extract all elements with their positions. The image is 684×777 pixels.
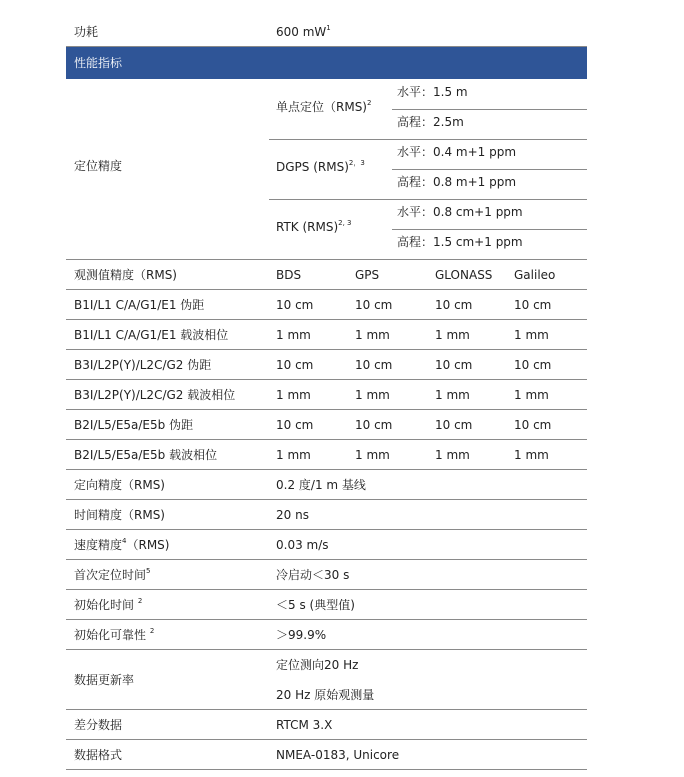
glonass-value: 1 mm — [435, 388, 470, 402]
heading-accuracy-label: 定向精度（RMS) — [74, 478, 165, 492]
column-galileo: Galileo — [514, 268, 556, 282]
table-row — [66, 320, 587, 350]
velocity-accuracy-label: 速度精度$^4$（RMS) — [74, 537, 170, 552]
divider — [392, 109, 587, 110]
data-format-value: NMEA-0183, Unicore — [276, 748, 400, 762]
column-glonass: GLONASS — [435, 268, 493, 282]
single-point-horizontal: 水平：1.5 m — [397, 85, 468, 99]
rtk-label: RTK (RMS)$^{2, 3}$ — [276, 219, 352, 234]
table-row — [66, 440, 587, 470]
galileo-value: 1 mm — [514, 448, 549, 462]
update-rate-value-2: 20 Hz 原始观测量 — [276, 688, 375, 702]
gps-value: 10 cm — [355, 298, 393, 312]
power-row — [66, 17, 587, 47]
ttff-label: 首次定位时间$^5$ — [74, 567, 151, 582]
bds-value: 1 mm — [276, 448, 311, 462]
row-label: B3I/L2P(Y)/L2C/G2 载波相位 — [74, 388, 236, 402]
table-row — [66, 410, 587, 440]
spec-row — [66, 500, 587, 530]
table-row — [66, 290, 587, 320]
init-time-label: 初始化时间 $^2$ — [74, 597, 143, 612]
gps-value: 1 mm — [355, 328, 390, 342]
table-row — [66, 380, 587, 410]
time-accuracy-value: 20 ns — [276, 508, 309, 522]
init-reliability-value: ＞99.9% — [276, 628, 327, 642]
obs-accuracy-header — [66, 260, 587, 290]
galileo-value: 10 cm — [514, 298, 552, 312]
table-row — [66, 350, 587, 380]
spec-row — [66, 560, 587, 590]
glonass-value: 10 cm — [435, 358, 473, 372]
data-format-label: 数据格式 — [74, 748, 123, 762]
galileo-value: 1 mm — [514, 328, 549, 342]
bds-value: 10 cm — [276, 418, 314, 432]
row-label: B2I/L5/E5a/E5b 载波相位 — [74, 448, 218, 462]
spec-row — [66, 740, 587, 770]
rtk-horizontal: 水平：0.8 cm+1 ppm — [397, 205, 523, 219]
glonass-value: 1 mm — [435, 328, 470, 342]
row-label: B1I/L1 C/A/G1/E1 载波相位 — [74, 328, 229, 342]
row-label: B3I/L2P(Y)/L2C/G2 伪距 — [74, 358, 212, 372]
gps-value: 1 mm — [355, 448, 390, 462]
rtk-vertical: 高程：1.5 cm+1 ppm — [397, 235, 523, 249]
galileo-value: 10 cm — [514, 418, 552, 432]
gps-value: 10 cm — [355, 358, 393, 372]
row-label: B1I/L1 C/A/G1/E1 伪距 — [74, 298, 205, 312]
row-label: B2I/L5/E5a/E5b 伪距 — [74, 418, 194, 432]
glonass-value: 1 mm — [435, 448, 470, 462]
divider — [392, 229, 587, 230]
velocity-accuracy-value: 0.03 m/s — [276, 538, 329, 552]
bds-value: 1 mm — [276, 388, 311, 402]
diff-data-label: 差分数据 — [74, 718, 123, 732]
dgps-vertical: 高程：0.8 m+1 ppm — [397, 175, 517, 189]
column-bds: BDS — [276, 268, 302, 282]
heading-accuracy-value: 0.2 度/1 m 基线 — [276, 478, 366, 492]
power-label: 功耗 — [74, 25, 99, 39]
galileo-value: 10 cm — [514, 358, 552, 372]
gps-value: 1 mm — [355, 388, 390, 402]
single-point-label: 单点定位（RMS)$^2$ — [276, 99, 372, 114]
spec-row — [66, 710, 587, 740]
init-reliability-label: 初始化可靠性 $^2$ — [74, 627, 155, 642]
divider — [269, 139, 587, 140]
obs-accuracy-label: 观测值精度（RMS) — [74, 268, 177, 282]
bds-value: 10 cm — [276, 298, 314, 312]
divider — [392, 169, 587, 170]
gps-value: 10 cm — [355, 418, 393, 432]
galileo-value: 1 mm — [514, 388, 549, 402]
column-gps: GPS — [355, 268, 380, 282]
section-header — [66, 47, 587, 79]
update-rate-value-1: 定位测向20 Hz — [276, 658, 359, 672]
power-value: 600 $mW^1$ — [276, 24, 331, 39]
time-accuracy-label: 时间精度（RMS) — [74, 508, 165, 522]
bds-value: 1 mm — [276, 328, 311, 342]
divider — [269, 199, 587, 200]
dgps-horizontal: 水平：0.4 m+1 ppm — [397, 145, 517, 159]
single-point-vertical: 高程：2.5m — [397, 115, 464, 129]
spec-row — [66, 470, 587, 500]
glonass-value: 10 cm — [435, 418, 473, 432]
spec-row — [66, 620, 587, 650]
glonass-value: 10 cm — [435, 298, 473, 312]
positioning-accuracy-row — [66, 79, 587, 260]
init-time-value: ＜5 s (典型值) — [276, 598, 355, 612]
spec-row — [66, 590, 587, 620]
bds-value: 10 cm — [276, 358, 314, 372]
positioning-accuracy-label: 定位精度 — [74, 159, 123, 173]
dgps-label: DGPS (RMS)$^{2,3}$ — [276, 159, 365, 174]
update-rate-label: 数据更新率 — [74, 673, 135, 687]
ttff-value: 冷启动＜30 s — [276, 568, 350, 582]
diff-data-value: RTCM 3.X — [276, 718, 333, 732]
update-rate-row — [66, 650, 587, 710]
section-header-title: 性能指标 — [74, 56, 123, 70]
spec-row — [66, 530, 587, 560]
